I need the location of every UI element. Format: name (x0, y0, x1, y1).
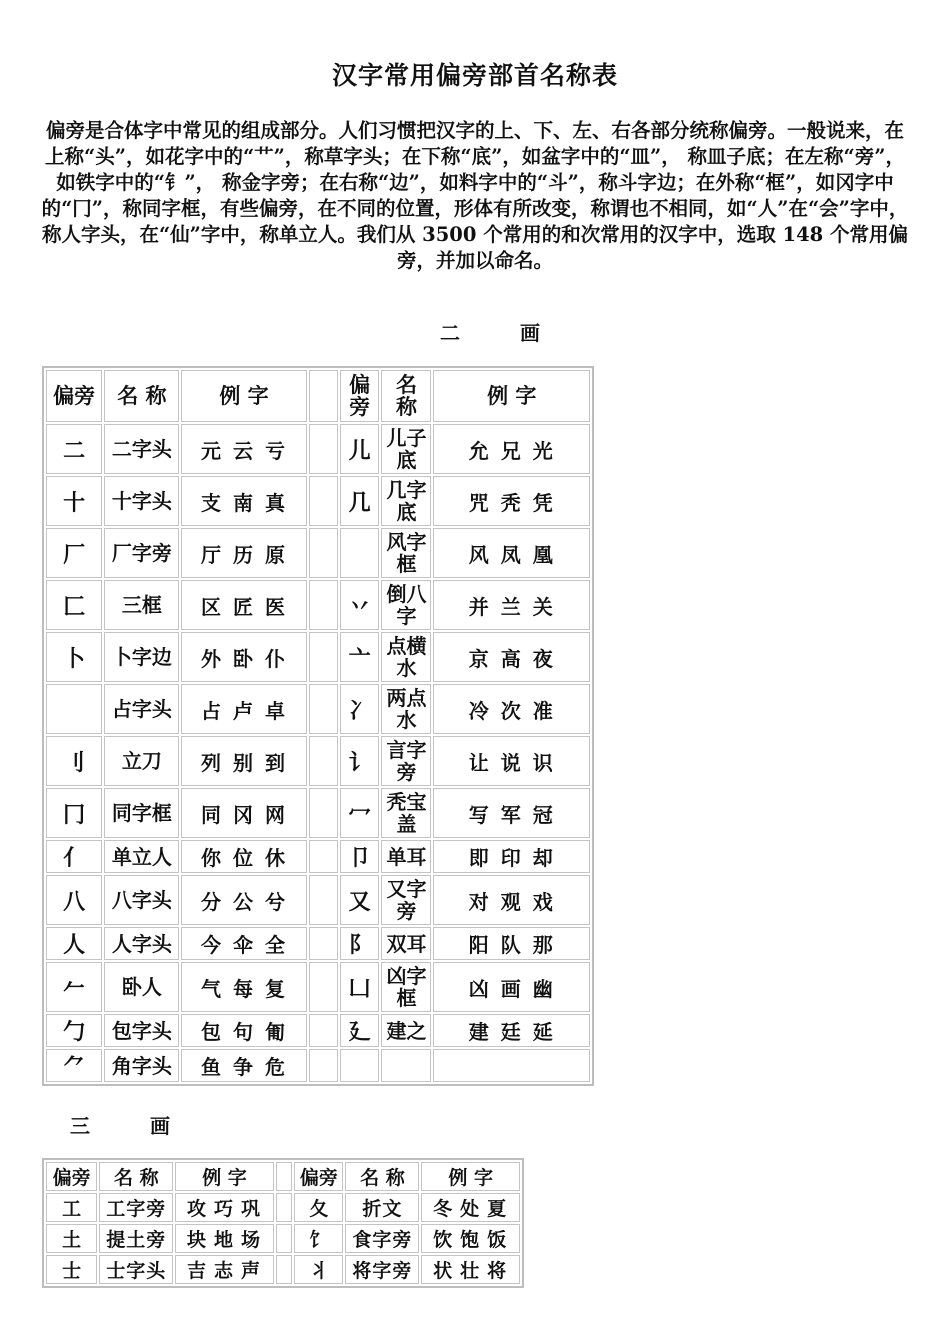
radical-cell (46, 684, 102, 734)
column-divider (309, 840, 338, 873)
examples-cell: 今伞全 (181, 927, 306, 960)
name-cell: 包字头 (104, 1014, 179, 1047)
table-row (46, 1255, 520, 1284)
radical-cell: 儿 (340, 424, 380, 474)
column-divider (309, 684, 338, 734)
header-radical: 偏旁 (46, 370, 102, 422)
name-cell: 厂字旁 (104, 528, 179, 578)
radical-cell: 人 (46, 927, 102, 960)
radical-cell: 丬 (294, 1255, 343, 1284)
header-radical: 偏旁 (340, 370, 380, 422)
name-cell: 儿子底 (381, 424, 431, 474)
column-divider (309, 1014, 338, 1047)
examples-cell: 写军冠 (433, 788, 590, 838)
column-divider (276, 1224, 292, 1253)
name-cell: 食字旁 (345, 1224, 419, 1253)
radical-cell: 又 (340, 875, 380, 925)
radical-cell: 匚 (46, 580, 102, 630)
table-row (46, 632, 590, 682)
table-row (46, 528, 590, 578)
header-name: 名 称 (104, 370, 179, 422)
column-divider (309, 528, 338, 578)
header-name: 名 称 (345, 1162, 419, 1191)
radical-cell: 亠 (340, 632, 380, 682)
table-row (46, 476, 590, 526)
name-cell: 秃宝盖 (381, 788, 431, 838)
radical-cell: 土 (46, 1224, 97, 1253)
header-radical: 偏旁 (46, 1162, 97, 1191)
radical-cell: 𠂉 (46, 962, 102, 1012)
radical-cell: 卩 (340, 840, 380, 873)
radical-cell: 廴 (340, 1014, 380, 1047)
examples-cell: 阳队那 (433, 927, 590, 960)
radical-cell: ⺈ (46, 1049, 102, 1082)
name-cell: 两点水 (381, 684, 431, 734)
radical-cell: 讠 (340, 736, 380, 786)
examples-cell: 凶画幽 (433, 962, 590, 1012)
header-examples: 例 字 (421, 1162, 520, 1191)
examples-cell: 状壮将 (421, 1255, 520, 1284)
radical-cell: 几 (340, 476, 380, 526)
examples-cell: 同冈网 (181, 788, 306, 838)
name-cell: 提土旁 (99, 1224, 173, 1253)
column-divider (309, 875, 338, 925)
column-divider (309, 927, 338, 960)
column-divider (276, 1162, 292, 1191)
three-stroke-table (42, 1158, 524, 1288)
table-row (46, 927, 590, 960)
examples-cell: 包句匍 (181, 1014, 306, 1047)
name-cell: 凶字框 (381, 962, 431, 1012)
column-divider (309, 632, 338, 682)
name-cell: 几字底 (381, 476, 431, 526)
column-divider (309, 370, 338, 422)
radical-cell: 工 (46, 1193, 97, 1222)
examples-cell: 气每复 (181, 962, 306, 1012)
column-divider (309, 962, 338, 1012)
column-divider (309, 424, 338, 474)
name-cell: 言字旁 (381, 736, 431, 786)
examples-cell: 厅历原 (181, 528, 306, 578)
examples-cell: 鱼争危 (181, 1049, 306, 1082)
name-cell: 又字旁 (381, 875, 431, 925)
table-row (46, 684, 590, 734)
examples-cell: 让说识 (433, 736, 590, 786)
column-divider (309, 1049, 338, 1082)
table-row (46, 580, 590, 630)
table-row (46, 424, 590, 474)
radical-cell: 士 (46, 1255, 97, 1284)
name-cell: 卜字边 (104, 632, 179, 682)
table-row (46, 1049, 590, 1082)
table-row (46, 962, 590, 1012)
name-cell: 三框 (104, 580, 179, 630)
name-cell: 点横水 (381, 632, 431, 682)
table-row (46, 875, 590, 925)
name-cell: 建之 (381, 1014, 431, 1047)
column-divider (276, 1255, 292, 1284)
radical-cell: 夂 (294, 1193, 343, 1222)
examples-cell: 冷次准 (433, 684, 590, 734)
radical-cell (340, 1049, 380, 1082)
radical-cell (340, 528, 380, 578)
examples-cell: 允兄光 (433, 424, 590, 474)
radical-cell: 阝 (340, 927, 380, 960)
examples-cell: 你位休 (181, 840, 306, 873)
table-row (46, 1224, 520, 1253)
radical-cell: 二 (46, 424, 102, 474)
examples-cell: 建廷延 (433, 1014, 590, 1047)
name-cell: 风字框 (381, 528, 431, 578)
examples-cell: 冬处夏 (421, 1193, 520, 1222)
radical-cell: 饣 (294, 1224, 343, 1253)
radical-cell: 厂 (46, 528, 102, 578)
name-cell: 将字旁 (345, 1255, 419, 1284)
radical-cell: 冖 (340, 788, 380, 838)
name-cell: 同字框 (104, 788, 179, 838)
column-divider (276, 1193, 292, 1222)
header-examples: 例 字 (181, 370, 306, 422)
table-row (46, 736, 590, 786)
examples-cell: 风凤凰 (433, 528, 590, 578)
radical-cell: 刂 (46, 736, 102, 786)
column-divider (309, 580, 338, 630)
name-cell: 双耳 (381, 927, 431, 960)
radical-cell: 丷 (340, 580, 380, 630)
name-cell: 占字头 (104, 684, 179, 734)
table-row (46, 1014, 590, 1047)
examples-cell: 区匠医 (181, 580, 306, 630)
radical-cell: 冫 (340, 684, 380, 734)
column-divider (309, 736, 338, 786)
examples-cell: 即印却 (433, 840, 590, 873)
header-row (46, 370, 590, 422)
examples-cell: 饮饱饭 (421, 1224, 520, 1253)
name-cell: 二字头 (104, 424, 179, 474)
name-cell: 卧人 (104, 962, 179, 1012)
name-cell: 倒八字 (381, 580, 431, 630)
examples-cell: 京高夜 (433, 632, 590, 682)
examples-cell: 咒秃凭 (433, 476, 590, 526)
column-divider (309, 476, 338, 526)
name-cell: 立刀 (104, 736, 179, 786)
radical-cell: 卜 (46, 632, 102, 682)
intro-paragraph: 偏旁是合体字中常见的组成部分。人们习惯把汉字的上、下、左、右各部分统称偏旁。一般说来，在上称“头”，如花字中的“艹”，称草字头；在下称“底”，如盆字中的“皿”， 称皿子底；在左称“旁”， 如铁字中的“钅”， 称金字旁；在右称“边”，如料字中的“斗”，称斗字边；在外称“框”，如冈字中的“冂”，称同字框，有些偏旁，在不同的位置，形体有所改变，称谓也不相同，如“人”在“会”字中，称人字头，在“仙”字中，称单立人。我们从 3500 个常用的和次常用的汉字中，选取 148 个常用偏旁，并加以命名。 (41, 119, 909, 272)
two-stroke-table (42, 366, 594, 1086)
name-cell: 士字头 (99, 1255, 173, 1284)
name-cell: 十字头 (104, 476, 179, 526)
section-three-strokes: 三画 (70, 1114, 230, 1138)
name-cell: 折文 (345, 1193, 419, 1222)
examples-cell: 列别到 (181, 736, 306, 786)
name-cell (381, 1049, 431, 1082)
page-title: 汉字常用偏旁部首名称表 (331, 61, 618, 90)
table-row (46, 840, 590, 873)
radical-cell: 十 (46, 476, 102, 526)
radical-cell: 冂 (46, 788, 102, 838)
header-radical: 偏旁 (294, 1162, 343, 1191)
examples-cell: 对观戏 (433, 875, 590, 925)
section-two-strokes: 二画 (440, 321, 600, 345)
name-cell: 工字旁 (99, 1193, 173, 1222)
examples-cell: 元云亏 (181, 424, 306, 474)
examples-cell: 块地场 (175, 1224, 274, 1253)
header-examples: 例 字 (175, 1162, 274, 1191)
radical-cell: 凵 (340, 962, 380, 1012)
table-row (46, 1193, 520, 1222)
table-row (46, 788, 590, 838)
column-divider (309, 788, 338, 838)
header-name: 名 称 (381, 370, 431, 422)
examples-cell: 并兰关 (433, 580, 590, 630)
radical-cell: 亻 (46, 840, 102, 873)
name-cell: 单耳 (381, 840, 431, 873)
name-cell: 角字头 (104, 1049, 179, 1082)
radical-cell: 勹 (46, 1014, 102, 1047)
examples-cell: 占卢卓 (181, 684, 306, 734)
name-cell: 人字头 (104, 927, 179, 960)
examples-cell: 外卧仆 (181, 632, 306, 682)
examples-cell: 吉志声 (175, 1255, 274, 1284)
name-cell: 单立人 (104, 840, 179, 873)
examples-cell (433, 1049, 590, 1082)
examples-cell: 分公兮 (181, 875, 306, 925)
examples-cell: 攻巧巩 (175, 1193, 274, 1222)
header-row (46, 1162, 520, 1191)
examples-cell: 支南真 (181, 476, 306, 526)
radical-cell: 八 (46, 875, 102, 925)
header-examples: 例 字 (433, 370, 590, 422)
header-name: 名 称 (99, 1162, 173, 1191)
name-cell: 八字头 (104, 875, 179, 925)
